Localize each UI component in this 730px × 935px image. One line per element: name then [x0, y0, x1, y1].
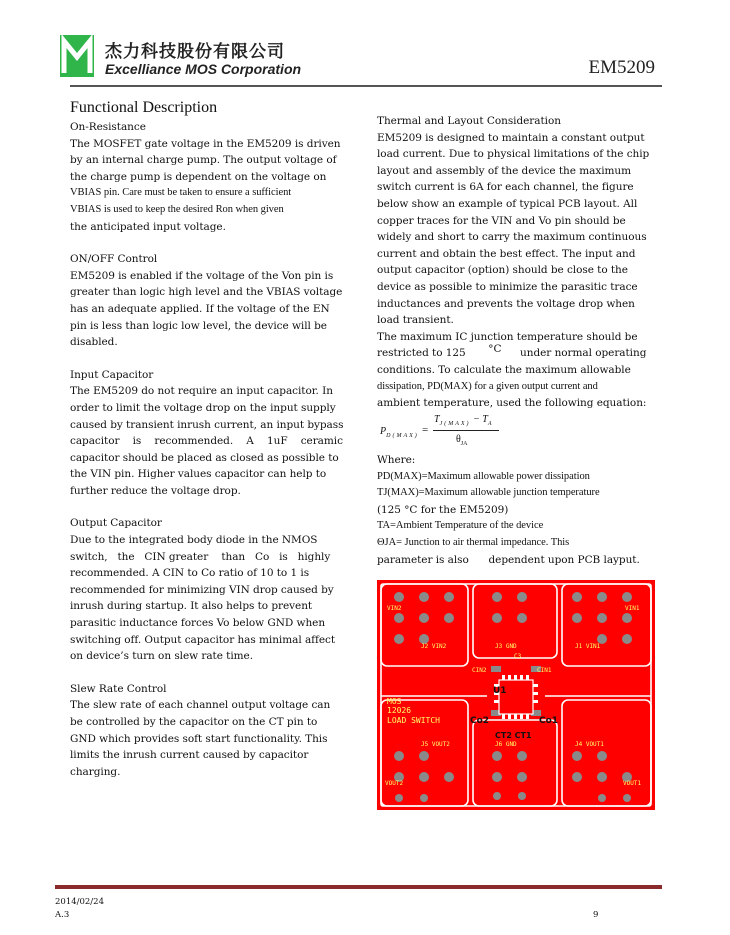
text-line: EM5209 is enabled if the voltage of the Von pin is [70, 269, 334, 282]
text-line: GND which provides soft start functionality. This [70, 732, 328, 745]
pcb-label-j5: J5 VOUT2 [421, 741, 450, 748]
text-line: load transient. [377, 314, 454, 327]
text-line: switch current is 6A for each channel, the figure [377, 181, 634, 194]
text-line: further reduce the voltage drop. [70, 484, 241, 497]
heading-onoff-control: ON/OFF Control [70, 253, 158, 266]
pcb-label-u1: U1 [493, 686, 507, 696]
text-line: switching off. Output capacitor has minimal affect [70, 633, 336, 646]
definition-line: TJ(MAX)=Maximum allowable junction temperature [377, 487, 600, 499]
right-column [377, 113, 649, 412]
text-line: device as possible to minimize the parasitic trace [377, 280, 638, 293]
text-line: has an adequate applied. If the voltage of the EN [70, 302, 330, 315]
text-line: output capacitor (option) should be close to the [377, 264, 628, 277]
definition-line: ΘJA= Junction to air thermal impedance. This [377, 536, 570, 548]
paragraph-output-capacitor [70, 532, 343, 665]
text-line: VBIAS pin. Care must be taken to ensure a sufficient [70, 187, 292, 199]
text-line: the charge pump is dependent on the voltage on [70, 170, 327, 183]
definition-line: TA=Ambient Temperature of the device [377, 520, 544, 532]
left-column [70, 119, 343, 780]
page-number: 9 [593, 910, 599, 920]
text-line: widely and short to carry the maximum continuous [377, 231, 647, 244]
text-line: EM5209 is designed to maintain a constant output [377, 131, 645, 144]
text-line: current and obtain the best effect. The input and [377, 247, 636, 260]
text-line: on device’s turn on slew rate time. [70, 650, 254, 663]
temp-text: restricted to 125 [377, 347, 466, 360]
part-number: EM5209 [588, 57, 655, 78]
text-line: by an internal charge pump. The output voltage of [70, 154, 337, 167]
footer-revision: A.3 [55, 910, 70, 920]
footer-date: 2014/02/24 [55, 897, 104, 907]
text-line: VBIAS is used to keep the desired Ron when given [70, 203, 284, 215]
text-line: order to limit the voltage drop on the input supply [70, 401, 336, 414]
pcb-label-ct: CT2 CT1 [495, 731, 532, 740]
pcb-label-mos: MOS [387, 697, 402, 706]
temp-text-rest: under normal operating [520, 347, 647, 360]
pcb-label-code: 12026 [387, 706, 412, 715]
formula-lhs: $P_{D(MAX)}$ [380, 426, 419, 439]
text-line: disabled. [70, 336, 118, 349]
heading-thermal-layout: Thermal and Layout Consideration [377, 115, 561, 127]
formula-numerator: $T_{J(MAX)} - T_A$ [434, 414, 492, 427]
text-line: The EM5209 do not require an input capacitor. In [70, 385, 333, 398]
pcb-label-c3: C3 [514, 653, 522, 660]
text-line: copper traces for the VIN and Vo pin should be [377, 214, 626, 227]
text-line: caused by transient inrush current, an input bypass [70, 418, 344, 431]
section-title: Functional Description [70, 99, 218, 116]
text-line: greater than logic high level and the VBIAS voltage [70, 286, 343, 299]
degree-symbol: °C [488, 343, 502, 356]
definition-line: PD(MAX)=Maximum allowable power dissipation [377, 470, 590, 482]
text-line: charging. [70, 765, 121, 778]
text-line: pin is less than logic low level, the device will be [70, 319, 327, 332]
text-line: load current. Due to physical limitations of the chip [377, 148, 650, 161]
text-line: dissipation, PD(MAX) for a given output current and [377, 380, 598, 392]
text-line: limits the inrush current caused by capacitor [70, 749, 309, 762]
text-line: inrush during startup. It also helps to prevent [70, 600, 313, 613]
paragraph-on-resistance [70, 136, 343, 236]
pcb-label-load-switch: LOAD SWITCH [387, 716, 440, 725]
company-name-cn: 杰力科技股份有限公司 [105, 42, 285, 62]
text-line: conditions. To calculate the maximum allowable [377, 363, 631, 376]
pcb-label-cin1: CIN1 [537, 667, 552, 674]
heading-output-capacitor: Output Capacitor [70, 517, 162, 530]
pcb-label-vout1: VOUT1 [623, 780, 642, 787]
text-line: recommended for minimizing VIN drop caused by [70, 583, 334, 596]
definition-line: parameter is also dependent upon PCB layput. [377, 553, 640, 566]
company-logo [60, 35, 94, 77]
text-line: parasitic inductance forces Vo below GND when [70, 617, 326, 630]
pcb-label-co2: Co2 [470, 716, 490, 726]
pcb-label-vin1: VIN1 [625, 605, 640, 612]
definition-line: (125 °C for the EM5209) [377, 503, 509, 516]
text-line [377, 345, 649, 362]
definitions-block [377, 452, 640, 568]
where-label: Where: [377, 454, 416, 466]
heading-on-resistance: On-Resistance [70, 121, 146, 133]
text-line: be controlled by the capacitor on the CT pin to [70, 716, 318, 728]
paragraph-thermal [377, 130, 649, 412]
text-line: switch, the CIN greater than Co is highly [70, 550, 331, 563]
pcb-ic-u1 [494, 675, 538, 719]
text-line: below show an example of typical PCB layout. All [377, 197, 638, 210]
pcb-label-vin2: VIN2 [387, 605, 402, 612]
paragraph-slew-rate [70, 697, 343, 780]
pcb-label-j2: J2 VIN2 [421, 643, 447, 650]
paragraph-input-capacitor [70, 383, 343, 499]
text-line: the anticipated input voltage. [70, 220, 226, 233]
text-line: layout and assembly of the device the maximum [377, 164, 632, 177]
text-line: ambient temperature, used the following equation: [377, 397, 647, 410]
paragraph-onoff [70, 268, 343, 351]
heading-input-capacitor: Input Capacitor [70, 368, 154, 381]
text-line: The maximum IC junction temperature should be [377, 330, 638, 343]
text-line: capacitor is recommended. A 1uF ceramic [70, 435, 343, 448]
pcb-label-cin2: CIN2 [472, 667, 487, 674]
pcb-label-vout2: VOUT2 [385, 780, 404, 787]
pcb-label-j4: J4 VOUT1 [575, 741, 604, 748]
formula-equals: = [422, 424, 429, 436]
pcb-label-j1: J1 VIN1 [575, 643, 601, 650]
pcb-label-j6: J6 GND [495, 741, 517, 748]
pcb-label-co1: Co1 [539, 716, 559, 726]
text-line: The MOSFET gate voltage in the EM5209 is driven [70, 137, 341, 150]
text-line: inductances and prevents the voltage drop when [377, 297, 635, 310]
pcb-label-j3: J3 GND [495, 643, 517, 650]
footer-rule [55, 885, 662, 889]
pcb-layout-image [377, 580, 655, 810]
power-dissipation-formula [378, 412, 518, 452]
text-line: capacitor should be placed as closed as possible to [70, 451, 339, 464]
text-line: recommended. A CIN to Co ratio of 10 to 1 is [70, 567, 310, 580]
formula-denominator: $\theta_{JA}$ [456, 434, 468, 447]
heading-slew-rate: Slew Rate Control [70, 682, 167, 695]
company-name-en: Excelliance MOS Corporation [105, 61, 302, 77]
header-rule [70, 85, 662, 87]
text-line: the VIN pin. Higher values capacitor can help to [70, 468, 327, 481]
text-line: The slew rate of each channel output voltage can [70, 699, 331, 712]
fraction-bar [433, 430, 499, 431]
text-line: Due to the integrated body diode in the NMOS [70, 534, 318, 547]
